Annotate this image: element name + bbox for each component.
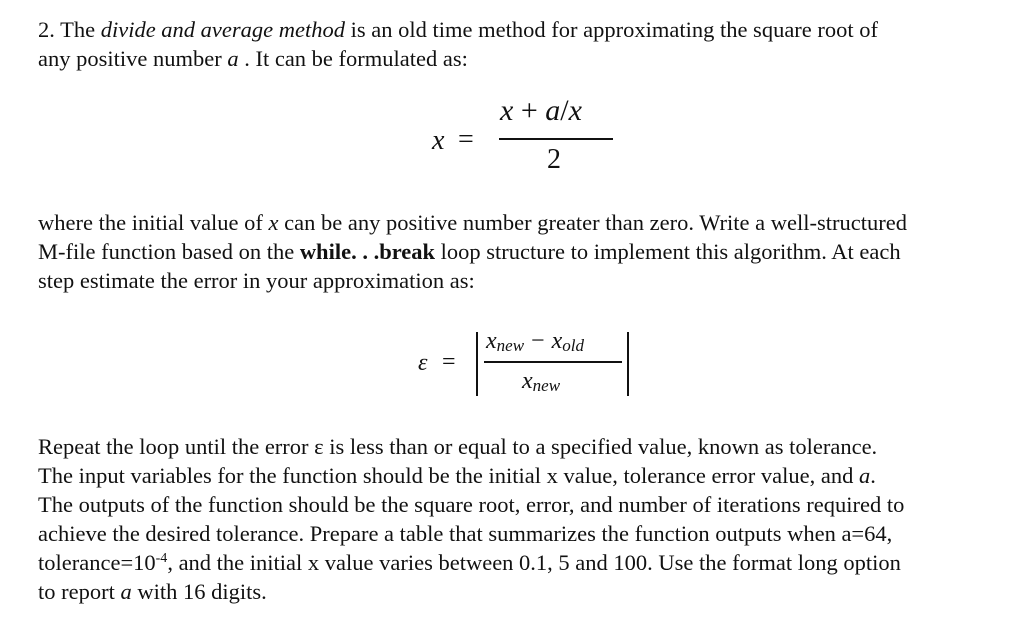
equation1-denominator: 2 (547, 144, 561, 175)
middle-text: where the initial value of (38, 210, 269, 235)
intro-text: any positive number (38, 46, 228, 71)
intro-text: The (60, 17, 101, 42)
intro-line-2 (38, 44, 878, 73)
x-old: x (551, 328, 563, 354)
variable-a: a (227, 46, 239, 71)
num-plus: + (513, 94, 546, 127)
intro-line-1 (38, 15, 878, 44)
middle-text: can be any positive number greater than zero. Write a well-structured (278, 210, 907, 235)
equation2-numerator (486, 328, 584, 355)
closing-text: The input variables for the function should be the initial x value, tolerance error value, and (38, 463, 859, 488)
closing-line-3: The outputs of the function should be the square root, error, and number of iterations required to (38, 492, 905, 517)
middle-line-3: step estimate the error in your approximation as: (38, 268, 475, 293)
problem-closing (38, 432, 904, 606)
variable-a: a (858, 463, 871, 488)
closing-line-4: achieve the desired tolerance. Prepare a table that summarizes the function outputs when a=64, (38, 521, 893, 546)
problem-middle (38, 208, 907, 295)
equation2-lhs: ε (418, 350, 428, 376)
x-new-den: x (522, 368, 533, 394)
equation1-fraction-bar (499, 138, 613, 140)
exponent: -4 (155, 551, 168, 566)
problem-intro (38, 15, 878, 73)
equation1-lhs: x (432, 125, 445, 156)
middle-line-2 (38, 237, 907, 266)
variable-x: x (268, 210, 279, 235)
middle-text: loop structure to implement this algorithm. At each (435, 239, 901, 264)
equation2-denominator (522, 368, 560, 395)
equation2-equals: = (442, 349, 456, 375)
sub-new: new (496, 336, 525, 355)
closing-line-1: Repeat the loop until the error ε is less than or equal to a specified value, known as tolerance. (38, 434, 878, 459)
closing-text: , and the initial x value varies between 0.1, 5 and 100. Use the format long option (167, 550, 901, 575)
closing-text: . (870, 463, 876, 488)
middle-text: M-file function based on the (38, 239, 300, 264)
num-x2: x (568, 94, 582, 127)
equation2-fraction-bar (484, 361, 622, 363)
sub-old: old (562, 336, 584, 355)
closing-line-2 (38, 461, 904, 490)
num-a: a (545, 94, 561, 127)
variable-a: a (120, 579, 132, 604)
x-new: x (486, 328, 497, 354)
closing-line-6 (38, 577, 904, 606)
method-name: divide and average method (100, 17, 346, 42)
num-x: x (500, 94, 514, 127)
loop-keyword: while. . .break (299, 239, 436, 264)
sub-new-den: new (532, 376, 561, 395)
intro-text: is an old time method for approximating the square root of (345, 17, 879, 42)
closing-text: to report (38, 579, 121, 604)
num-slash: / (560, 94, 569, 127)
equation1-numerator (500, 94, 582, 128)
closing-text: with 16 digits. (131, 579, 267, 604)
intro-text: . It can be formulated as: (238, 46, 468, 71)
abs-bar-right (627, 332, 629, 396)
equation1-equals: = (458, 124, 474, 155)
problem-number: 2. (38, 17, 55, 42)
abs-bar-left (476, 332, 478, 396)
closing-text: tolerance=10 (38, 550, 156, 575)
minus-sign: − (531, 328, 545, 354)
middle-line-1 (38, 208, 907, 237)
closing-line-5 (38, 548, 904, 577)
